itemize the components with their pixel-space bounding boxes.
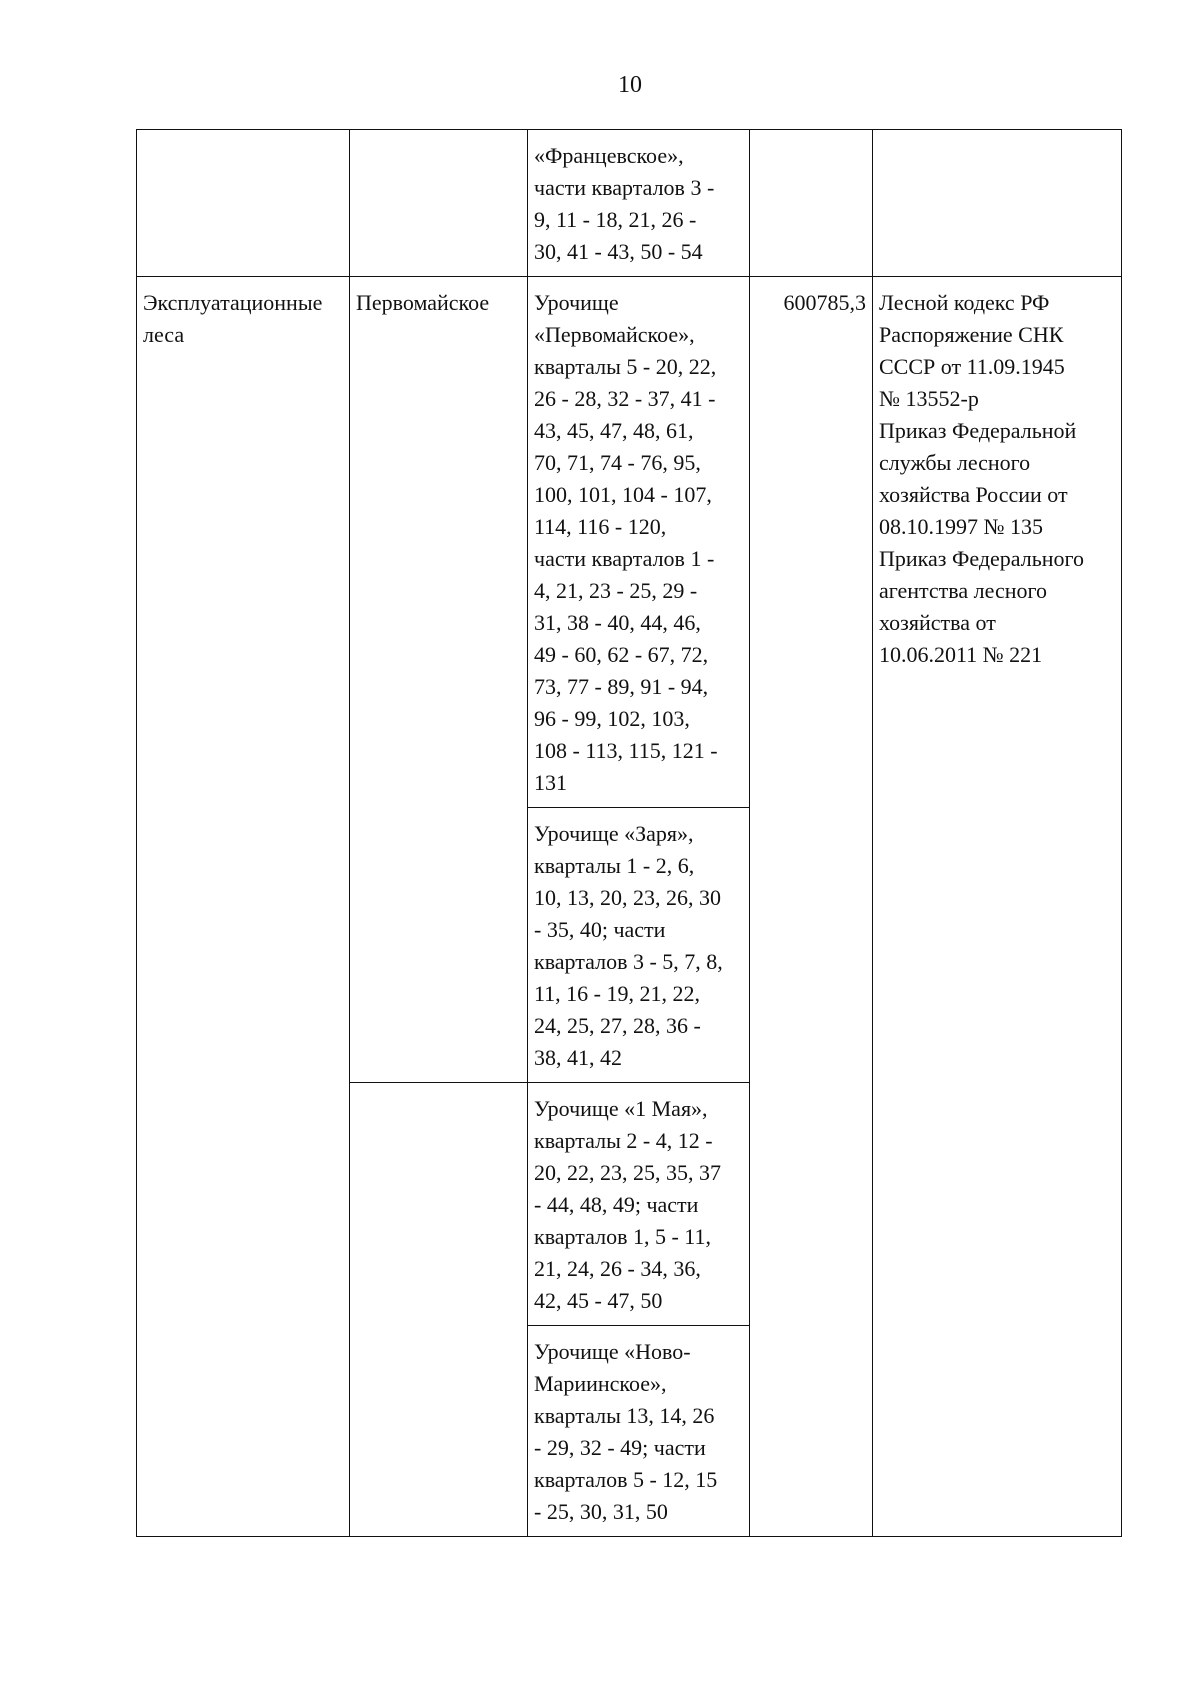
location-cell: Урочище «Заря», кварталы 1 - 2, 6, 10, 13, 20, 23, 26, 30 - 35, 40; части кварталов 3 - 5, 7, 8, 11, 16 - 19, 21, 22, 24, 25, 27, 28, 36 - 38, 41, 42: [528, 808, 750, 1083]
area-cell: 600785,3: [750, 277, 873, 1537]
area-cell: [750, 130, 873, 277]
forestry-cell: [350, 130, 528, 277]
page-number: 10: [618, 72, 642, 98]
location-cell: «Францевское», части кварталов 3 - 9, 11 - 18, 21, 26 - 30, 41 - 43, 50 - 54: [528, 130, 750, 277]
location-cell: Урочище «Ново- Мариинское», кварталы 13, 14, 26 - 29, 32 - 49; части кварталов 5 - 12, 15 - 25, 30, 31, 50: [528, 1326, 750, 1537]
category-cell: Эксплуатационные леса: [137, 277, 350, 1537]
forestry-cell: Первомайское: [350, 277, 528, 1083]
table-row: [137, 130, 1122, 277]
forest-table: [136, 129, 1122, 1537]
location-cell: Урочище «Первомайское», кварталы 5 - 20, 22, 26 - 28, 32 - 37, 41 - 43, 45, 47, 48, 61, 70, 71, 74 - 76, 95, 100, 101, 104 - 107, 114, 116 - 120, части кварталов 1 - 4, 21, 23 - 25, 29 - 31, 38 - 40, 44, 46, 49 - 60, 62 - 67, 72, 73, 77 - 89, 91 - 94, 96 - 99, 102, 103, 108 - 113, 115, 121 - 131: [528, 277, 750, 808]
basis-cell: [873, 130, 1122, 277]
basis-cell: Лесной кодекс РФ Распоряжение СНК СССР от 11.09.1945 № 13552-р Приказ Федеральной службы лесного хозяйства России от 08.10.1997 № 135 Приказ Федерального агентства лесного хозяйства от 10.06.2011 № 221: [873, 277, 1122, 1537]
forestry-cell: [350, 1083, 528, 1537]
category-cell: [137, 130, 350, 277]
location-cell: Урочище «1 Мая», кварталы 2 - 4, 12 - 20, 22, 23, 25, 35, 37 - 44, 48, 49; части кварталов 1, 5 - 11, 21, 24, 26 - 34, 36, 42, 45 - 47, 50: [528, 1083, 750, 1326]
table-row: [137, 277, 1122, 808]
